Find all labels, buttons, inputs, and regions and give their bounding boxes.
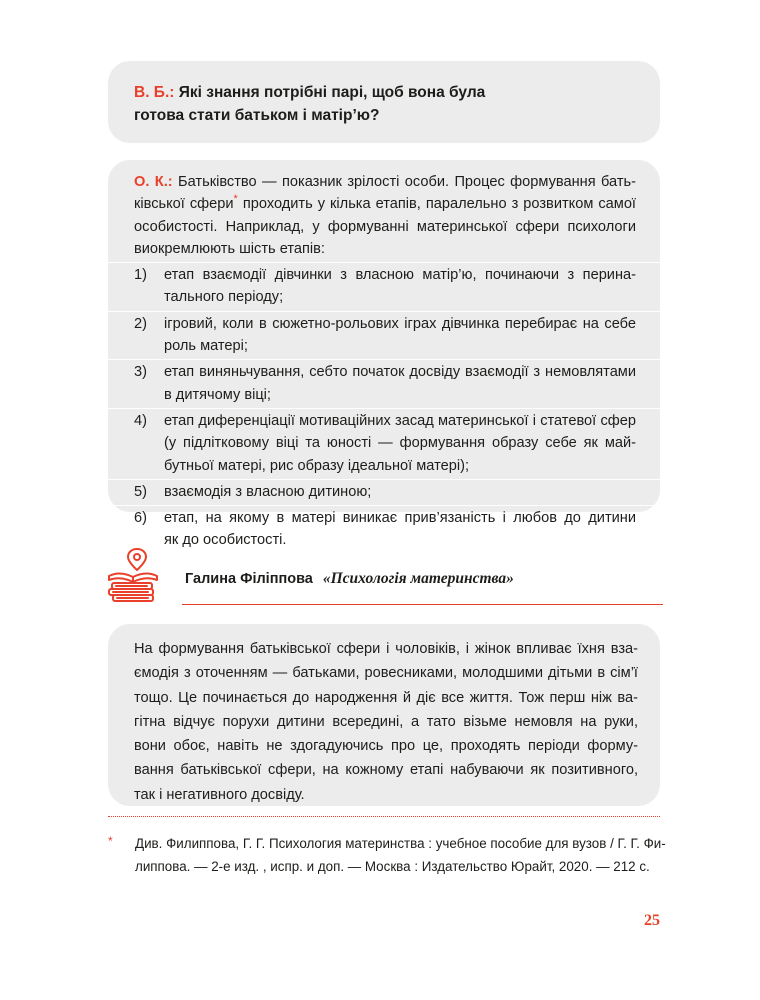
list-item: 4) етап диференціації мотиваційних засад материнської і статевої сфер (у підлітковому віці та юності — формування образу себе як май- бутньої матері, рис образу ідеальної матері); [134, 412, 636, 474]
list-item: 6) етап, на якому в матері виникає прив’язаність і любов до дитини як до особистості. [134, 510, 636, 549]
list-item: 5) взаємодія з власною дитиною; [134, 483, 372, 500]
page-number: 25 [644, 912, 660, 929]
citation-line: так і негативного досвіду. [134, 786, 305, 803]
answer-intro-line: особистості. Наприклад, у формуванні материнської сфери психологи [134, 218, 636, 235]
answer-intro-line: ківської сфери* проходить у кілька етапів, паралельно з розвитком самої [134, 193, 636, 213]
answer-intro-line: О. К.: Батьківство — показник зрілості особи. Процес формування бать- [134, 174, 636, 190]
citation-box [108, 624, 660, 806]
footnote-marker[interactable]: * [233, 193, 238, 206]
citation-line: вони обоє, навіть не здогадуючись про це, проходять періоди форму- [134, 738, 638, 755]
footnote [108, 832, 666, 878]
citation-line: вання батьківської сфери, на кожному етапі набуваючи як позитивного, [134, 762, 638, 779]
question-text-1: Які знання потрібні парі, щоб вона була [178, 84, 486, 101]
footnote-divider [108, 816, 660, 817]
reference-author: Галина Філіппова [185, 571, 313, 587]
question-text-2: готова стати батьком і матір’ю? [134, 107, 380, 124]
reference-line [185, 570, 514, 588]
list-item: 3) етап виняньчування, себто початок досвіду взаємодії з немовлятами в дитячому віці; [134, 364, 636, 403]
reference-divider [182, 604, 663, 605]
citation-line: ємодія з оточенням — батьками, ровесниками, молодшими дітьми в сім’ї [134, 665, 638, 682]
question-line-1 [134, 81, 632, 104]
reference-block [103, 546, 663, 610]
citation-line: На формування батьківської сфери і чоловіків, і жінок впливає їхня вза- [134, 641, 638, 657]
footnote-line: липпова. — 2-е изд. , испр. и доп. — Москва : Издательство Юрайт, 2020. — 212 с. [135, 859, 650, 874]
reference-title: «Психологія материнства» [322, 570, 514, 587]
footnote-line: Див. Филиппова, Г. Г. Психология материнства : учебное пособие для вузов / Г. Г. Фи- [135, 836, 666, 851]
list-item: 1) етап взаємодії дівчинки з власною матір’ю, починаючи з перина- тального періоду; [134, 267, 636, 306]
books-with-pin-icon [103, 546, 163, 606]
answer-speaker: О. К.: [134, 174, 173, 190]
question-speaker: В. Б.: [134, 84, 175, 101]
question-box [108, 61, 660, 143]
stages-list [134, 262, 636, 552]
citation-line: тощо. Це починається до народження й діє все життя. Тож перш ніж ва- [134, 689, 638, 706]
answer-box [108, 160, 660, 549]
footnote-star: * [108, 834, 113, 848]
list-item: 2) ігровий, коли в сюжетно-рольових іграх дівчинка перебирає на себе роль матері; [134, 315, 636, 355]
answer-intro-line: виокремлюють шість етапів: [134, 240, 325, 257]
citation-line: гітна відчує порухи дитини всередині, а тато візьме немовля на руки, [134, 713, 638, 730]
